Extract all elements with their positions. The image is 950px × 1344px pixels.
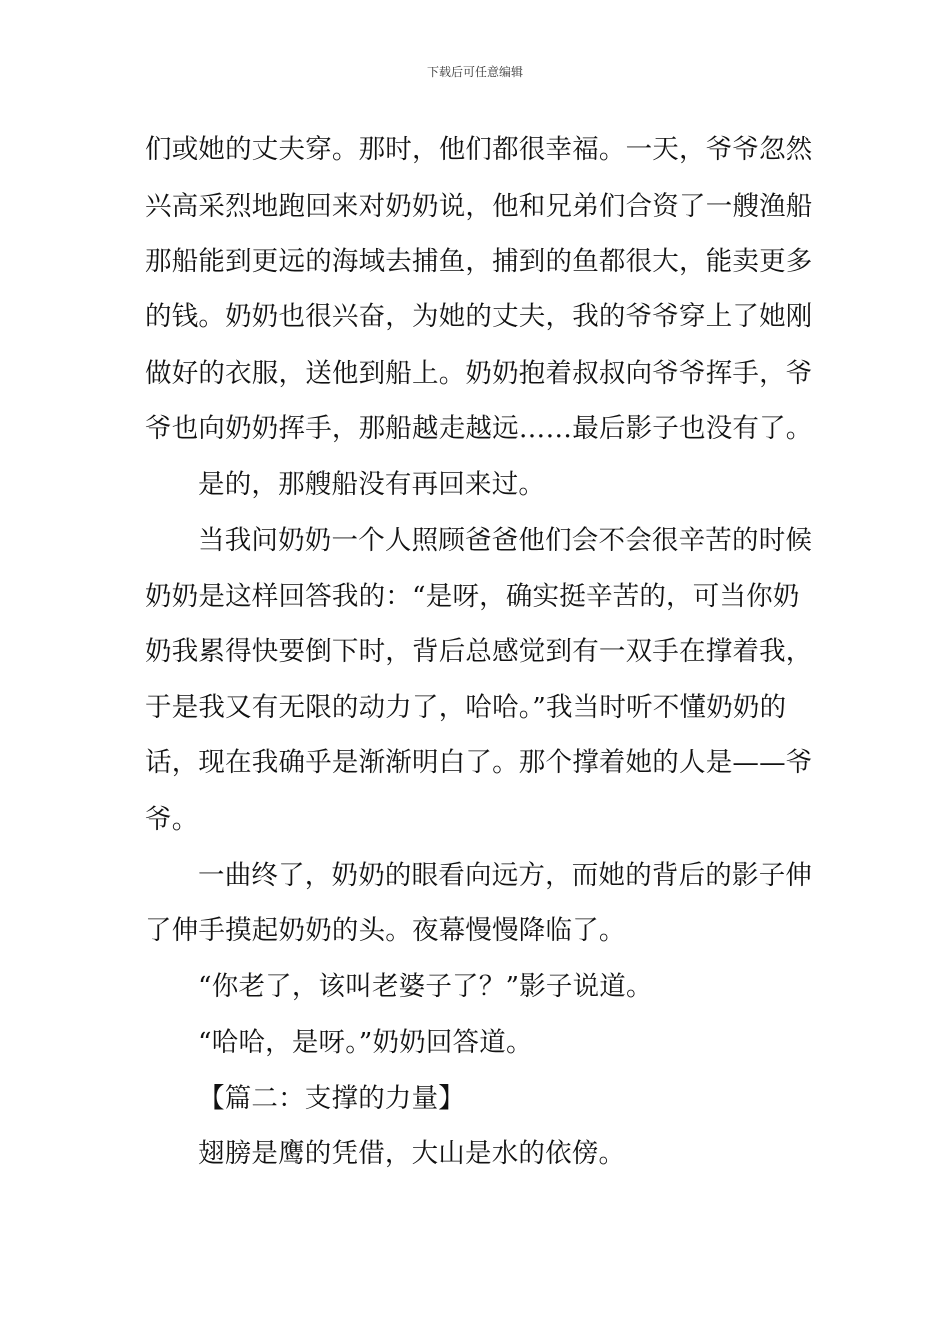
text-line: 爷也向奶奶挥手，那船越走越远……最后影子也没有了。 bbox=[145, 413, 813, 444]
text-line: 兴高采烈地跑回来对奶奶说，他和兄弟们合资了一艘渔船 bbox=[145, 191, 813, 222]
text-line: 的钱。奶奶也很兴奋，为她的丈夫，我的爷爷穿上了她刚 bbox=[145, 301, 813, 332]
text-line: 奶我累得快要倒下时，背后总感觉到有一双手在撑着我， bbox=[145, 636, 813, 667]
section-heading: 【篇二：支撑的力量】 bbox=[198, 1083, 465, 1114]
text-line: 爷。 bbox=[145, 804, 199, 835]
text-line: 话，现在我确乎是渐渐明白了。那个撑着她的人是——爷 bbox=[145, 747, 813, 778]
text-line: 当我问奶奶一个人照顾爸爸他们会不会很辛苦的时候 bbox=[198, 525, 813, 556]
text-line: 一曲终了，奶奶的眼看向远方，而她的背后的影子伸 bbox=[198, 860, 813, 891]
page-header: 下载后可任意编辑 bbox=[426, 65, 523, 79]
text-line: 是的，那艘船没有再回来过。 bbox=[198, 469, 546, 500]
text-line: 那船能到更远的海域去捕鱼，捕到的鱼都很大，能卖更多 bbox=[145, 246, 813, 277]
text-line: 奶奶是这样回答我的：“是呀，确实挺辛苦的，可当你奶 bbox=[145, 581, 800, 612]
text-line: 翅膀是鹰的凭借，大山是水的依傍。 bbox=[198, 1138, 626, 1169]
dialogue-line: “哈哈，是呀。”奶奶回答道。 bbox=[198, 1027, 533, 1058]
text-line: 做好的衣服，送他到船上。奶奶抱着叔叔向爷爷挥手，爷 bbox=[145, 358, 813, 389]
text-line: 们或她的丈夫穿。那时，他们都很幸福。一天，爷爷忽然 bbox=[145, 134, 813, 165]
dialogue-line: “你老了，该叫老婆子了？”影子说道。 bbox=[198, 971, 653, 1002]
text-line: 了伸手摸起奶奶的头。夜幕慢慢降临了。 bbox=[145, 915, 626, 946]
text-line: 于是我又有无限的动力了，哈哈。”我当时听不懂奶奶的 bbox=[145, 692, 787, 723]
